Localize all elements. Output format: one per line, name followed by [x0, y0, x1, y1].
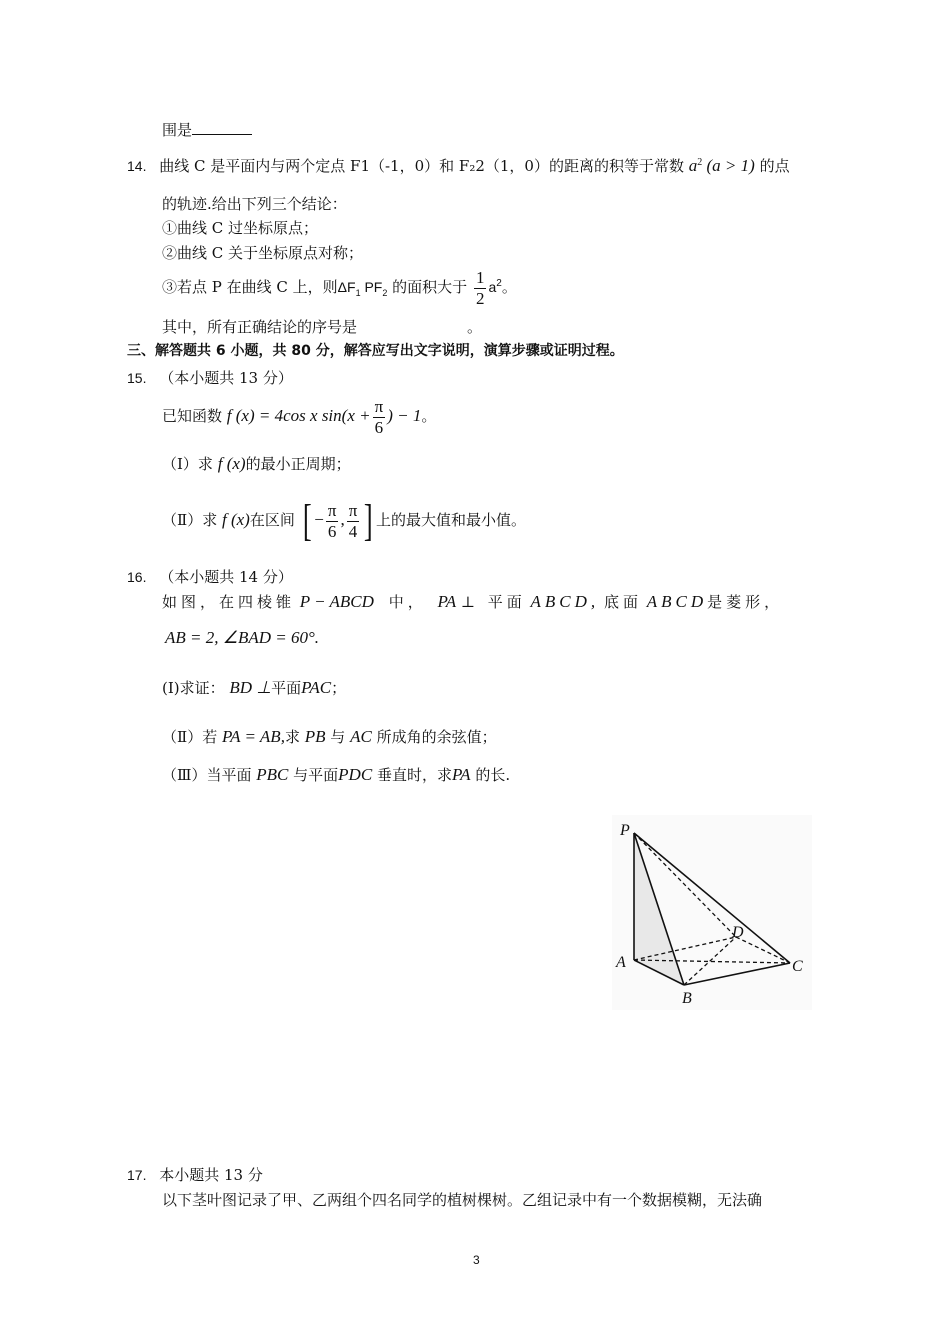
- q14-intro: 曲线 C 是平面内与两个定点 F1（-1，0）和 F₂2（1，0）的距离的积等于常数: [159, 157, 684, 175]
- label-A: A: [616, 954, 626, 971]
- label-B: B: [682, 990, 692, 1007]
- q17-line1: 以下茎叶图记录了甲、乙两组个四名同学的植树棵树。乙组记录中有一个数据模糊，无法确: [162, 1191, 763, 1209]
- q14-line2: 的轨迹.给出下列三个结论：: [162, 195, 347, 213]
- label-C: C: [792, 958, 803, 975]
- q15-pi-over-6: $\frac{\pi}{6}$: [374, 397, 384, 437]
- q16-part-2: （Ⅱ）若 PA = AB,求 PB 与 AC 所成角的余弦值；: [162, 727, 497, 746]
- q15-part-2: （Ⅱ）求 f (x)在区间 [ − $\frac{\pi}{6}$ , $\frac{\pi}{4}$ ] 上的最大值和最小值。: [162, 496, 526, 545]
- q16-number: 16.: [127, 569, 147, 585]
- label-D: D: [732, 924, 744, 941]
- q13-tail: [162, 120, 252, 139]
- q16-part-3: （Ⅲ）当平面 PBC 与平面PDC 垂直时，求PA 的长.: [162, 765, 511, 784]
- q15-part-1: （Ⅰ）求 f (x)的最小正周期；: [162, 454, 351, 473]
- q13-tail-text: 围是: [162, 121, 193, 139]
- q15-points: （本小题共 13 分）: [159, 369, 293, 387]
- q14-conclusion-3: ③若点 P 在曲线 C 上，则$\Delta F_1$ $PF_2$ 的面积大于 $\frac{1}{2}$ $a^2$。: [162, 268, 517, 308]
- q14-ask: 其中，所有正确结论的序号是 。: [162, 318, 483, 336]
- q14-conclusion-2: ②曲线 C 关于坐标原点对称；: [162, 244, 364, 262]
- pyramid-figure: [612, 815, 812, 1010]
- page-number: 3: [473, 1253, 480, 1267]
- q15-header: [127, 369, 293, 387]
- q16-points: （本小题共 14 分）: [159, 568, 293, 586]
- q13-answer-blank: [192, 120, 252, 135]
- q14-number: 14.: [127, 158, 147, 174]
- q16-line2: AB = 2, ∠BAD = 60°.: [165, 628, 320, 647]
- q17-points: 本小题共 13 分: [159, 1166, 263, 1184]
- q14-intro-end: 的点: [759, 157, 790, 175]
- section-3-heading: 三、解答题共 6 小题，共 80 分，解答应写出文字说明，演算步骤或证明过程。: [127, 343, 624, 359]
- q16-line1: 如图，在四棱锥 P − ABCD 中， PA ⊥ 平面 ABCD, 底面 ABCD是菱形，: [162, 592, 784, 611]
- q16-part-1: (Ⅰ)求证： BD ⊥平面PAC；: [162, 678, 347, 697]
- q14-fraction-half: $\frac{1}{2}$: [475, 268, 485, 308]
- q17-header: [127, 1166, 263, 1184]
- q14-line1: [127, 156, 790, 176]
- q14-conclusion-1: ①曲线 C 过坐标原点；: [162, 219, 319, 237]
- q14-const: $a^2$ (a > 1): [688, 156, 755, 175]
- q16-header: [127, 568, 293, 586]
- q14-triangle: $\Delta F_1$ $PF_2$: [337, 279, 388, 299]
- q15-number: 15.: [127, 370, 147, 386]
- q15-function: 已知函数 f (x) = 4cos x sin(x + $\frac{\pi}{6}$ ) − 1。: [162, 397, 437, 437]
- q17-number: 17.: [127, 1167, 147, 1183]
- label-P: P: [620, 822, 630, 839]
